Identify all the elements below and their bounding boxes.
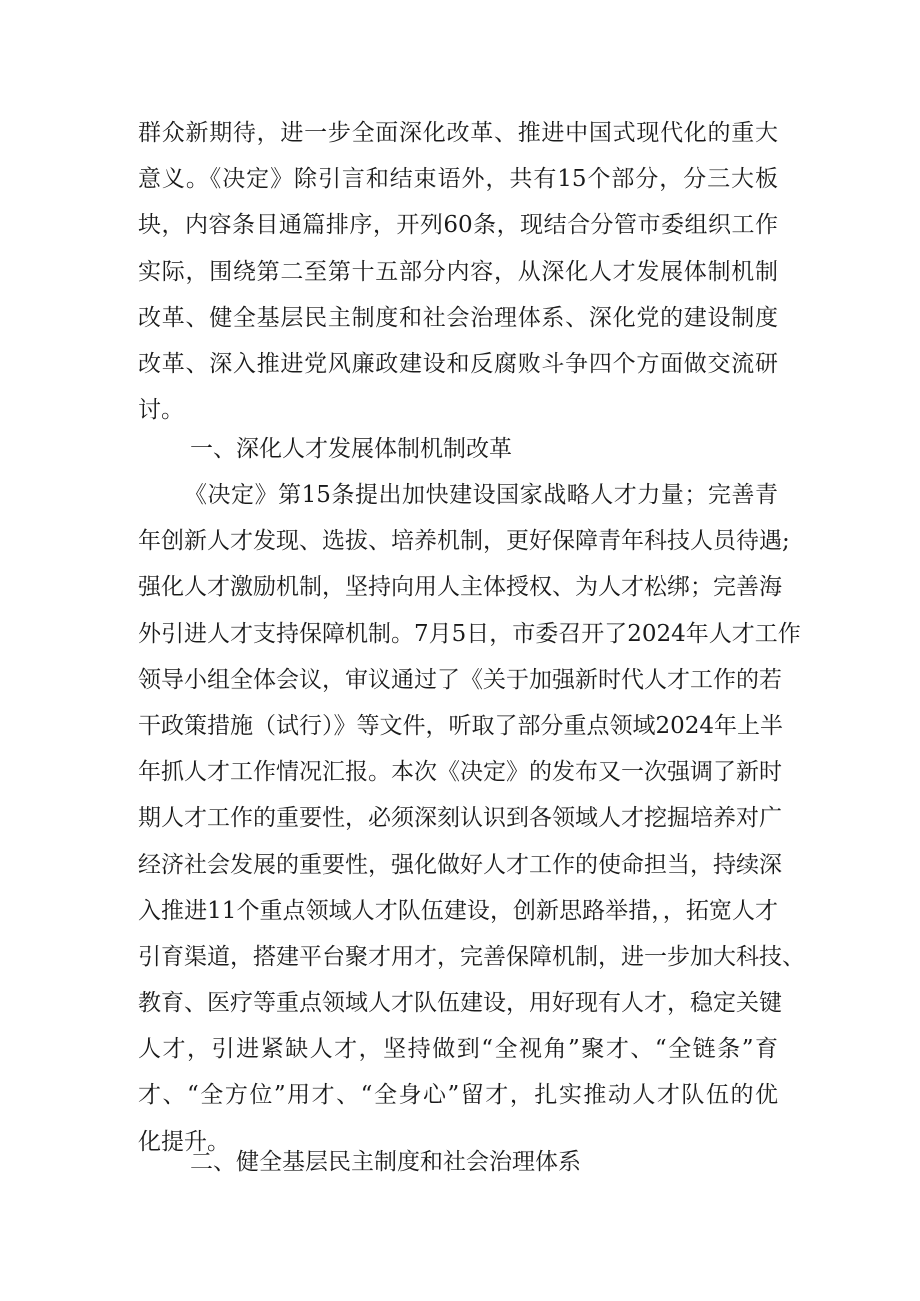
text-line: 强化人才激励机制，坚持向用人主体授权、为人才松绑；完善海 [138, 574, 782, 601]
text-line: 群众新期待，进一步全面深化改革、推进中国式现代化的重大 [138, 120, 778, 146]
text-line: 意义。《决定》除引言和结束语外，共有15个部分，分三大板 [138, 166, 778, 193]
text-line: 年创新人才发现、选拔、培养机制，更好保障青年科技人员待遇; [138, 528, 790, 555]
section-heading-text: 一、深化人才发展体制机制改革 [190, 436, 512, 462]
text-line: 人才，引进紧缺人才，坚持做到“全视角”聚才、“全链条”育 [138, 1036, 778, 1063]
text-line: 块，内容条目通篇排序，开列60条，现结合分管市委组织工作 [138, 212, 778, 239]
paragraph-intro-continued [138, 110, 778, 433]
text-line: 期人才工作的重要性，必须深刻认识到各领域人才挖掘培养对广 [138, 805, 782, 832]
section-heading-text: 二、健全基层民主制度和社会治理体系 [190, 1149, 581, 1175]
text-line: 外引进人才支持保障机制。7月5日，市委召开了2024年人才工作 [138, 620, 801, 647]
paragraph-talent-reform [138, 472, 805, 1165]
text-line: 《决定》第15条提出加快建设国家战略人才力量；完善青 [184, 482, 778, 508]
text-line: 才、“全方位”用才、“全身心”留才，扎实推动人才队伍的优 [138, 1082, 778, 1109]
text-line: 领导小组全体会议，审议通过了《关于加强新时代人才工作的若 [138, 666, 782, 693]
text-line: 教育、医疗等重点领域人才队伍建设，用好现有人才，稳定关键 [138, 990, 782, 1017]
text-line: 改革、深入推进党风廉政建设和反腐败斗争四个方面做交流研 [138, 350, 778, 377]
text-line: 干政策措施（试行）》等文件，听取了部分重点领域2024年上半 [138, 712, 784, 739]
text-line: 年抓人才工作情况汇报。本次《决定》的发布又一次强调了新时 [138, 759, 782, 786]
section-heading-grassroots-democracy [138, 1139, 778, 1185]
text-line: 引育渠道，搭建平台聚才用才，完善保障机制，进一步加大科技、 [138, 943, 805, 970]
text-line: 化提升。 [138, 1128, 230, 1155]
text-line: 入推进11个重点领域人才队伍建设，创新思路举措，，拓宽人才 [138, 897, 778, 924]
text-line: 讨。 [138, 397, 184, 424]
text-line: 经济社会发展的重要性，强化做好人才工作的使命担当，持续深 [138, 851, 782, 878]
section-heading-talent-reform [138, 426, 778, 472]
text-line: 实际，围绕第二至第十五部分内容，从深化人才发展体制机制 [138, 258, 778, 285]
text-line: 改革、健全基层民主制度和社会治理体系、深化党的建设制度 [138, 304, 778, 331]
